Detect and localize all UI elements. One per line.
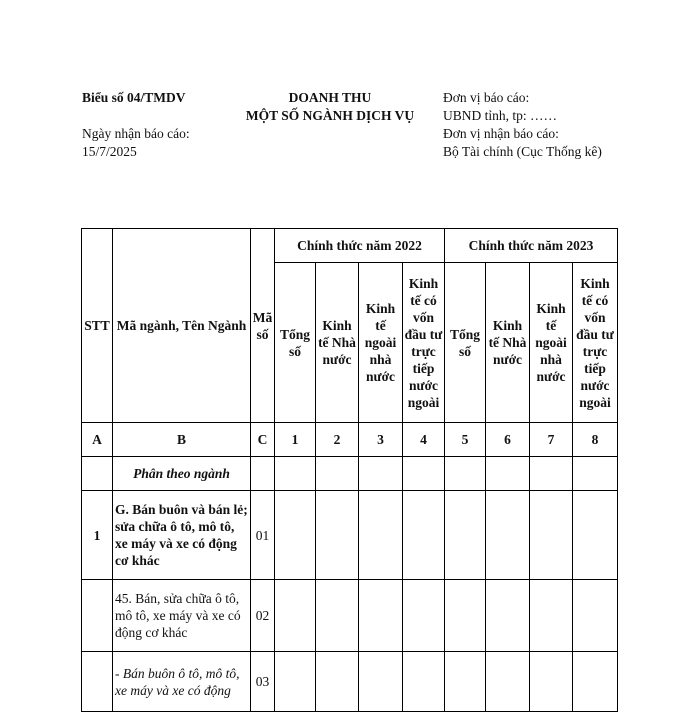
title-line-2: MỘT SỐ NGÀNH DỊCH VỤ bbox=[245, 108, 415, 123]
letter-cell: 4 bbox=[403, 423, 445, 457]
letter-cell: 3 bbox=[359, 423, 403, 457]
title-line-1: DOANH THU bbox=[288, 90, 372, 105]
section-label: Phân theo ngành bbox=[113, 457, 251, 491]
row-code: 03 bbox=[251, 652, 275, 712]
table-row bbox=[82, 491, 618, 580]
row-name: - Bán buôn ô tô, mô tô, xe máy và xe có động bbox=[113, 652, 251, 712]
sub-fdi-2022: Kinh tế có vốn đầu tư trực tiếp nước ngoài bbox=[403, 263, 445, 423]
unit-block bbox=[443, 89, 613, 161]
header-year-2022: Chính thức năm 2022 bbox=[275, 229, 445, 263]
letter-cell: A bbox=[82, 423, 113, 457]
form-code: Biểu số 04/TMDV bbox=[82, 90, 186, 105]
sub-nonstate-2022: Kinh tế ngoài nhà nước bbox=[359, 263, 403, 423]
row-stt: 1 bbox=[82, 491, 113, 580]
received-block bbox=[82, 125, 190, 161]
sub-total-2023: Tổng số bbox=[445, 263, 486, 423]
letter-cell: 8 bbox=[573, 423, 618, 457]
table-row bbox=[82, 652, 618, 712]
receiving-unit-label: Đơn vị nhận báo cáo: bbox=[443, 126, 559, 141]
header-stt: STT bbox=[82, 229, 113, 423]
reporting-unit-label: Đơn vị báo cáo: bbox=[443, 90, 530, 105]
sub-nonstate-2023: Kinh tế ngoài nhà nước bbox=[530, 263, 573, 423]
row-stt bbox=[82, 580, 113, 652]
header-name: Mã ngành, Tên Ngành bbox=[113, 229, 251, 423]
received-label: Ngày nhận báo cáo: bbox=[82, 126, 190, 141]
receiving-unit-value: Bộ Tài chính (Cục Thống kê) bbox=[443, 144, 602, 159]
table-row bbox=[82, 580, 618, 652]
row-code: 01 bbox=[251, 491, 275, 580]
row-code: 02 bbox=[251, 580, 275, 652]
sub-state-2022: Kinh tế Nhà nước bbox=[316, 263, 359, 423]
row-stt bbox=[82, 652, 113, 712]
revenue-table bbox=[81, 228, 618, 712]
row-name: 45. Bán, sửa chữa ô tô, mô tô, xe máy và xe có động cơ khác bbox=[113, 580, 251, 652]
sub-fdi-2023: Kinh tế có vốn đầu tư trực tiếp nước ngoài bbox=[573, 263, 618, 423]
received-date: 15/7/2025 bbox=[82, 144, 137, 159]
reporting-unit-value: UBND tỉnh, tp: …… bbox=[443, 108, 558, 123]
document-title bbox=[200, 89, 460, 125]
letter-cell: 5 bbox=[445, 423, 486, 457]
row-name: G. Bán buôn và bán lẻ; sửa chữa ô tô, mô tô, xe máy và xe có động cơ khác bbox=[113, 491, 251, 580]
header-code: Mã số bbox=[251, 229, 275, 423]
sub-total-2022: Tổng số bbox=[275, 263, 316, 423]
table-row bbox=[82, 457, 618, 491]
letter-cell: 7 bbox=[530, 423, 573, 457]
letter-cell: 2 bbox=[316, 423, 359, 457]
letter-cell: 1 bbox=[275, 423, 316, 457]
header-year-2023: Chính thức năm 2023 bbox=[445, 229, 618, 263]
letter-cell: C bbox=[251, 423, 275, 457]
letter-cell: 6 bbox=[486, 423, 530, 457]
sub-state-2023: Kinh tế Nhà nước bbox=[486, 263, 530, 423]
letter-cell: B bbox=[113, 423, 251, 457]
